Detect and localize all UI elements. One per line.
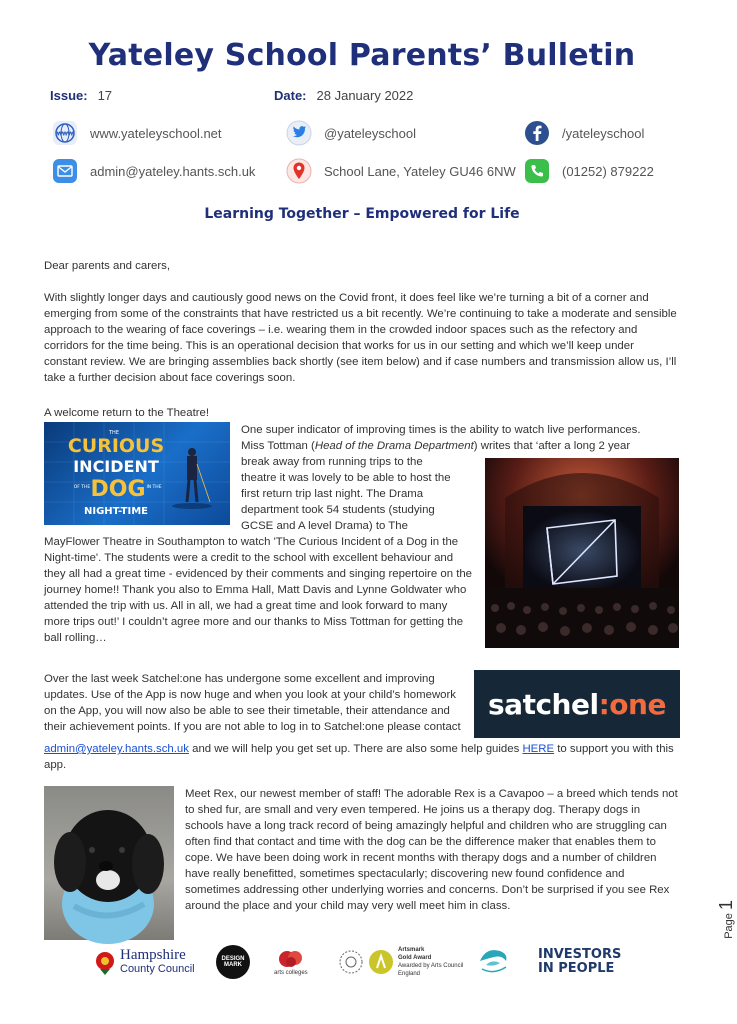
globe-icon	[52, 120, 78, 146]
issue-value: 17	[97, 88, 113, 103]
contact-website[interactable]	[52, 120, 222, 146]
satchel-paragraph-top	[44, 671, 464, 735]
hampshire-text: Hampshire	[120, 947, 186, 963]
theatre-line-2b: ) writes that ‘after a long 2 year	[473, 440, 631, 452]
contact-address[interactable]	[286, 158, 516, 184]
theatre-line-1: One super indicator of improving times is the ability to watch live performances.	[241, 424, 641, 436]
satchel-para-c: to support you with this app.	[44, 743, 674, 771]
poster-of-the: OF THE	[73, 485, 91, 490]
investors-text: INVESTORS	[538, 947, 622, 962]
theatre-line-7: GCSE and A level Drama) to The	[241, 520, 408, 532]
website-text: www.yateleyschool.net	[90, 125, 222, 141]
bulletin-title: Yateley School Parents’ Bulletin	[88, 38, 636, 73]
poster-dog: DOG	[90, 477, 146, 502]
theatre-line-4: theatre it was lovely to be able to host the	[241, 472, 451, 484]
design-mark-text: DESIGN MARK	[216, 945, 250, 979]
rose-icon	[94, 949, 116, 975]
arts-council-seal-icon	[338, 949, 364, 975]
arts-colleges-text: arts colleges	[274, 970, 308, 976]
contact-phone[interactable]	[524, 158, 654, 184]
www-icon-text: www	[56, 130, 74, 138]
address-text: School Lane, Yateley GU46 6NW	[324, 163, 516, 179]
location-pin-icon	[286, 158, 312, 184]
theatre-line-2-italic: Head of the Drama Department	[314, 440, 474, 452]
facebook-text: /yateleyschool	[562, 125, 645, 141]
twitter-icon	[286, 120, 312, 146]
school-tagline: Learning Together – Empowered for Life	[204, 206, 520, 222]
date-label: Date:	[274, 88, 307, 103]
design-mark-logo	[216, 944, 250, 980]
twitter-text: @yateleyschool	[324, 125, 416, 141]
contact-facebook[interactable]	[524, 120, 644, 146]
in-people-text: IN PEOPLE	[538, 961, 615, 976]
email-icon	[52, 158, 78, 184]
issue-label: Issue:	[50, 88, 88, 103]
curious-incident-poster	[44, 422, 230, 525]
satchel-one-logo	[474, 670, 680, 738]
theatre-line-5: first return trip last night. The Drama	[241, 488, 424, 500]
theatre-auditorium-photo	[485, 458, 679, 648]
inclusion-logo	[476, 944, 512, 980]
greeting: Dear parents and carers,	[44, 260, 170, 272]
hampshire-county-council-logo	[94, 944, 195, 980]
satchel-logo-one: one	[609, 687, 666, 721]
artsmark-text: Artsmark	[398, 947, 425, 953]
phone-text: (01252) 879222	[562, 163, 654, 179]
artsmark-gold-award-logo	[338, 944, 468, 980]
contact-email[interactable]	[52, 158, 255, 184]
artsmark-icon	[368, 949, 394, 975]
page-number-value: 1	[716, 900, 736, 911]
satchel-para-b: and we will help you get set up. There are also some help guides	[188, 743, 523, 755]
theatre-line-6: department took 54 students (studying	[241, 504, 435, 516]
page-number	[716, 900, 737, 939]
poster-incident: INCIDENT	[73, 457, 159, 476]
email-text: admin@yateley.hants.sch.uk	[90, 163, 256, 179]
facebook-icon	[524, 120, 550, 146]
theatre-rest-paragraph: MayFlower Theatre in Southampton to watch 'The Curious Incident of a Dog in the Night-time'. The students were a credit to the school with excellent behaviour and they all had a great time - evidenced by their comments and singing repertoire on the journey home!! Thank you also to Emma Hall, Matt Davis and Lynne Goldwater who attended the trip with us. All in all, we had a great time and look forward to many more trips out!’ I couldn’t agree more and our thanks to Miss Tottman for getting the ball rolling…	[44, 536, 473, 644]
theatre-line-2a: Miss Tottman (	[241, 440, 315, 452]
poster-curious: CURIOUS	[67, 435, 165, 457]
satchel-paragraph-bottom	[44, 741, 684, 773]
satchel-para-a: Over the last week Satchel:one has undergone some excellent and improving updates. Use of the App is now huge and when you look at your child’s homework on the App, you will now also be able to see their timetable, their attendance and their achievement points. If you are not able to log in to Satchel:one please contact	[44, 673, 461, 733]
rex-paragraph: Meet Rex, our newest member of staff! The adorable Rex is a Cavapoo – a breed which tends not to shed fur, are small and very even tempered. He joins us a therapy dog. Therapy dogs in schools have a long track record of being amazingly helpful and children who are struggling can often find that contact and time with the dog can be the difference maker that enables them to cope. We have been doing work in recent months with therapy dogs and a number of children have really benefitted, sometimes spectacularly; discovering new found confidence and sometimes addressing other underlying worries and concerns. Don’t be surprised if you see Rex around the place and your child may very well meet him in class.	[185, 788, 678, 912]
theatre-heading: A welcome return to the Theatre!	[44, 407, 210, 419]
poster-figure	[172, 448, 212, 509]
theatre-line-3: break away from running trips to the	[241, 456, 423, 468]
intro-paragraph: With slightly longer days and cautiously good news on the Covid front, it does feel like we’re turning a bit of a corner and emerging from some of the constraints that have restricted us a bit recently. We’re continuing to take a moderate and sensible approach to the wearing of face coverings – i.e. wearing them in the crowded indoor spaces such as the refectory and corridors for the time being. This is an operational decision that works for us in our setting and which we’ll keep under constant review. We are bringing assemblies back shortly (see item below) and if case numbers and transmission allow us, I’ll take a further decision about face coverings soon.	[44, 292, 677, 384]
satchel-here-link[interactable]: HERE	[522, 743, 555, 755]
teal-swirl-icon	[476, 945, 512, 979]
date-value: 28 January 2022	[316, 88, 414, 103]
investors-in-people-logo	[538, 944, 621, 980]
artsmark-awarded-text: Awarded by Arts Council England	[398, 963, 464, 977]
gold-award-text: Gold Award	[398, 955, 432, 961]
county-council-text: County Council	[120, 963, 195, 975]
satchel-logo-colon: :	[598, 687, 610, 721]
poster-the: THE	[109, 430, 119, 436]
contact-twitter[interactable]	[286, 120, 416, 146]
poster-in-the: IN THE	[146, 485, 162, 490]
arts-colleges-logo	[274, 944, 308, 980]
phone-icon	[524, 158, 550, 184]
satchel-email-link[interactable]: admin@yateley.hants.sch.uk	[44, 743, 189, 755]
satchel-logo-word: satchel	[488, 687, 599, 721]
poster-night-time: NIGHT-TIME	[83, 506, 149, 517]
arts-colleges-icon	[277, 948, 305, 970]
theatre-line-2	[241, 438, 681, 454]
rex-dog-photo	[44, 786, 174, 940]
page-label: Page	[723, 913, 735, 939]
